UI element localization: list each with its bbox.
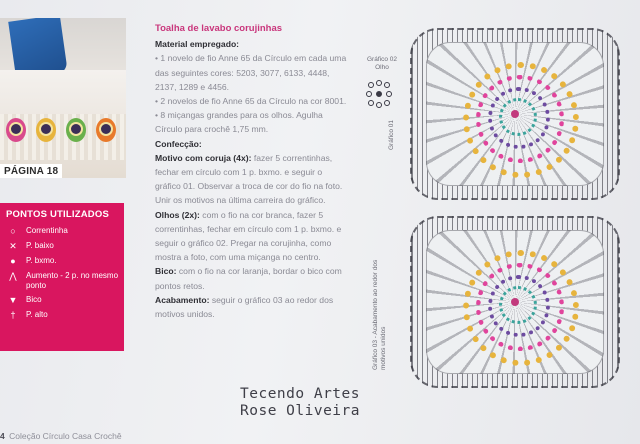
motif-center [511,110,519,118]
page-footer [0,431,122,441]
page-number: 4 [0,431,5,441]
chart-02-label: Gráfico 02 Olho [367,56,397,71]
legend-row [0,295,124,310]
owl-motif-chart-top [410,28,620,200]
legend-title: PONTOS UTILIZADOS [6,209,109,220]
step-text: seguir o gráfico 03 ao redor dos motivos unidos. [155,294,334,320]
confeccao-heading: Confecção: [155,138,202,149]
step-label: Acabamento: [155,294,210,305]
single-crochet-icon: ✕ [9,241,17,251]
chart-03-label: Gráfico 03 - Acabamento ao redor dos motivos unidos [372,259,387,370]
legend-row [0,271,124,295]
owl-motif-image [96,118,116,142]
legend-row [0,256,124,271]
double-crochet-icon: † [10,310,16,320]
legend-label: P. bxmo. [26,256,57,265]
page-label: PÁGINA 18 [0,164,62,178]
stitch-legend [0,203,124,351]
eye-chart-diagram [366,80,392,110]
step-label: Bico: [155,266,177,277]
legend-label: Aumento - 2 p. no mesmo ponto [26,271,119,290]
step-label: Motivo com coruja (4x): [155,152,252,163]
motif-center [511,298,519,306]
step-label: Olhos (2x): [155,209,200,220]
step-text: com o fio na cor laranja, bordar o bico com pontos retos. [155,266,342,291]
legend-label: P. alto [26,310,48,319]
legend-row [0,310,124,325]
step-item [155,293,347,321]
legend-row [0,241,124,256]
owl-motif-image [6,118,26,142]
materials-heading: Material empregado: [155,39,240,50]
watermark-line: Tecendo Artes [240,386,360,402]
collection-name: Coleção Círculo Casa Crochê [9,431,122,441]
pattern-title: Toalha de lavabo corujinhas [155,23,283,34]
legend-row [0,226,124,241]
material-item: • 2 novelos de fio Anne 65 da Círculo na cor 8001. [155,96,347,107]
step-item [155,151,347,208]
increase-icon: ⋀ [9,271,17,281]
towel-photo [0,18,126,178]
chart-01-label: Gráfico 01 [388,120,395,150]
step-item [155,208,347,265]
owl-motif-chart-bottom [410,216,620,388]
ring-teal [499,286,537,324]
pattern-text [155,22,347,321]
material-item: • 1 novelo de fio Anne 65 da Círculo em cada uma das seguintes cores: 5203, 3077, 6133, 4448, 2137, 1289 e 4456. [155,53,347,92]
picot-icon: ▼ [8,295,18,305]
owl-motif-image [36,118,56,142]
chain-stitch-icon: ○ [10,226,16,236]
ring-teal [499,98,537,136]
step-text: fazer 5 correntinhas, fechar em círculo com 1 p. bxmo. e seguir o gráfico 01. Observar a troca de cor do fio na foto. Unir os motivos na última carreira do gráfico. [155,152,343,206]
slip-stitch-icon: ● [10,256,16,266]
watermark [210,386,390,420]
step-text: com o fio na cor branca, fazer 5 correntinhas, fechar em círculo com 1 p. bxmo. e seguir o gráfico 02. Pregar na corujinha, como mostra a foto, com uma miçanga no centro. [155,209,342,263]
legend-label: Bico [26,295,42,304]
step-item [155,264,347,292]
owl-motif-image [66,118,86,142]
legend-label: P. baixo [26,241,54,250]
watermark-line: Rose Oliveira [240,403,360,419]
legend-label: Correntinha [26,226,68,235]
material-item: • 8 miçangas grandes para os olhos. Agulha Círculo para crochê 1,75 mm. [155,110,323,135]
